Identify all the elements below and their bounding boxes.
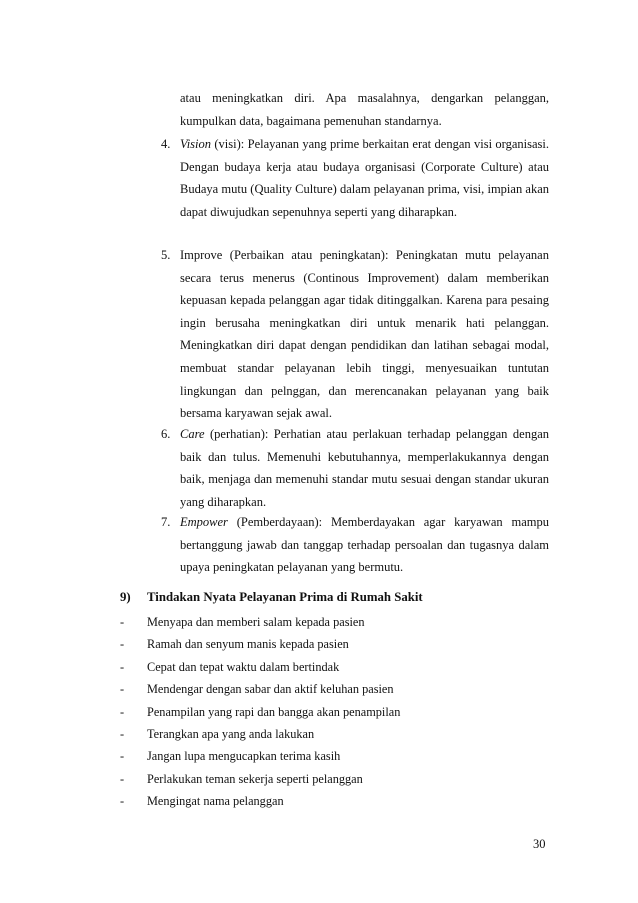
list-item-6 xyxy=(147,423,549,513)
list-number: 5. xyxy=(161,248,171,262)
list-item-4 xyxy=(147,133,549,223)
page-number: 30 xyxy=(533,837,546,851)
bullet-text: Ramah dan senyum manis kepada pasien xyxy=(147,637,349,652)
bullet-item xyxy=(120,611,400,633)
continuation-text: atau meningkatkan diri. Apa masalahnya, dengarkan pelanggan, kumpulkan data, bagaimana pemenuhan standarnya. xyxy=(180,91,549,128)
list-term: Care xyxy=(180,427,205,441)
bullet-list xyxy=(120,611,400,813)
section-number: 9) xyxy=(120,590,131,604)
continuation-paragraph xyxy=(180,87,549,132)
list-number: 4. xyxy=(161,137,171,151)
bullet-text: Penampilan yang rapi dan bangga akan penampilan xyxy=(147,704,401,719)
bullet-text: Menyapa dan memberi salam kepada pasien xyxy=(147,615,365,629)
list-term: Empower xyxy=(180,515,228,529)
bullet-marker: - xyxy=(120,659,125,674)
bullet-marker: - xyxy=(120,637,125,652)
list-text: Improve (Perbaikan atau peningkatan): Peningkatan mutu pelayanan secara terus menerus (Continous Improvement) dalam memberikan kepuasan kepada pelanggan agar tidak ditinggalkan. Karena para pesaing ingin berusaha meningkatkan diri untuk menarik hati pelanggan. Meningkatkan diri dapat dengan pendidikan dan latihan sebagai modal, membuat standar pelayanan lebih tinggi, menyesuaikan tuntutan lingkungan dan pelnggan, dan merencanakan pelayanan yang baik bersama karyawan sejak awal. xyxy=(180,248,549,421)
list-body xyxy=(180,423,549,513)
bullet-item xyxy=(120,678,400,700)
list-text: (Pemberdayaan): Memberdayakan agar karyawan mampu bertanggung jawab dan tanggap terhadap persoalan dan tugasnya dalam upaya peningkatan pelayanan yang bermutu. xyxy=(180,515,549,575)
list-number: 6. xyxy=(161,427,171,441)
bullet-item xyxy=(120,633,400,655)
bullet-marker: - xyxy=(120,726,125,741)
bullet-item xyxy=(120,701,400,723)
list-item-7 xyxy=(147,511,549,579)
bullet-item xyxy=(120,790,400,812)
bullet-marker: - xyxy=(120,615,125,629)
bullet-marker: - xyxy=(120,682,125,697)
bullet-text: Terangkan apa yang anda lakukan xyxy=(147,726,315,741)
list-term: Vision xyxy=(180,137,212,151)
bullet-text: Mendengar dengan sabar dan aktif keluhan pasien xyxy=(147,682,394,697)
bullet-marker: - xyxy=(120,749,125,764)
list-text: (visi): Pelayanan yang prime berkaitan erat dengan visi organisasi. Dengan budaya kerja atau budaya organisasi (Corporate Culture) atau Budaya mutu (Quality Culture) dalam pelayanan prima, visi, impian akan dapat diwujudkan sepenuhnya seperti yang diharapkan. xyxy=(180,137,549,219)
bullet-text: Perlakukan teman sekerja seperti pelanggan xyxy=(147,771,363,786)
section-heading xyxy=(120,590,423,605)
bullet-item xyxy=(120,745,400,767)
bullet-marker: - xyxy=(120,771,125,786)
list-body xyxy=(180,244,549,425)
bullet-text: Jangan lupa mengucapkan terima kasih xyxy=(147,749,341,764)
bullet-text: Cepat dan tepat waktu dalam bertindak xyxy=(147,659,340,674)
list-item-5 xyxy=(147,244,549,425)
section-title: Tindakan Nyata Pelayanan Prima di Rumah Sakit xyxy=(147,590,423,604)
list-text: (perhatian): Perhatian atau perlakuan terhadap pelanggan dengan baik dan tulus. Memenuhi kebutuhannya, memperlakukannya dengan baik, menjaga dan memenuhi standar mutu sesuai dengan standar ukuran yang diharapkan. xyxy=(180,427,549,509)
bullet-item xyxy=(120,768,400,790)
list-body xyxy=(180,133,549,223)
list-body xyxy=(180,511,549,579)
list-number: 7. xyxy=(161,515,171,529)
bullet-text: Mengingat nama pelanggan xyxy=(147,794,284,809)
bullet-item xyxy=(120,723,400,745)
bullet-item xyxy=(120,656,400,678)
bullet-marker: - xyxy=(120,794,125,809)
bullet-marker: - xyxy=(120,704,125,719)
